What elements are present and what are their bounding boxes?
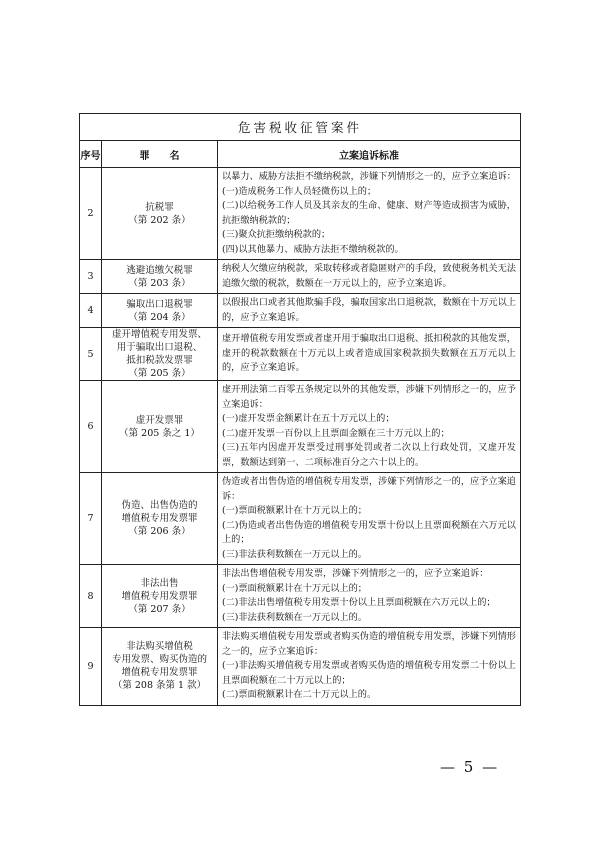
crime-name-line: 用于骗取出口退税、 <box>116 342 203 353</box>
crime-name-cell <box>102 168 218 260</box>
row-number: 4 <box>80 294 102 328</box>
table-row <box>80 294 521 328</box>
table-row <box>80 565 521 628</box>
crime-name-line: （第 206 条） <box>128 526 191 537</box>
standard-line: (三)非法获利数额在一万元以上的。 <box>222 548 367 560</box>
standard-cell <box>218 260 521 294</box>
table-title: 危害税收征管案件 <box>80 114 521 141</box>
standard-cell <box>218 328 521 381</box>
crime-name-line: 虚开发票罪 <box>135 414 184 426</box>
crime-name-line: （第 208 条第 1 款） <box>112 680 207 692</box>
crime-name-line: 非法出售 <box>140 577 179 589</box>
crime-name-cell <box>102 328 218 381</box>
standard-line: (二)票面税额累计在二十万元以上的。 <box>222 689 377 700</box>
crime-name-cell <box>102 628 218 706</box>
standard-line: 以假报出口或者其他欺骗手段，骗取国家出口退税款，数额在十万元以上的，应予立案追诉。 <box>222 297 516 323</box>
crime-name-line: （第 205 条） <box>128 368 191 379</box>
standard-cell <box>218 628 521 706</box>
crime-name-line: 抗税罪 <box>145 201 174 213</box>
crime-name-line: 非法购买增值税 <box>126 641 193 653</box>
table-row <box>80 328 521 381</box>
crime-name-line: 虚开增值税专用发票、 <box>111 329 207 340</box>
standard-line: (三)聚众抗拒缴纳税款的； <box>222 229 331 240</box>
header-name: 罪 名 <box>102 141 218 168</box>
page-number: — 5 — <box>440 758 500 776</box>
table-row <box>80 260 521 294</box>
standard-line: (二)虚开发票一百份以上且票面金额在三十万元以上的； <box>222 427 450 439</box>
row-number: 7 <box>80 473 102 565</box>
row-number: 8 <box>80 565 102 628</box>
crime-name-line: 增值税专用发票罪 <box>121 590 198 602</box>
standard-line: (一)非法购买增值税专用发票或者购买伪造的增值税专用发票二十份以上且票面税额在二十万元以上的； <box>222 660 516 686</box>
standard-line: 非法购买增值税专用发票或者购买伪造的增值税专用发票，涉嫌下列情形之一的，应予立案追诉： <box>222 631 516 657</box>
standard-line: (三)五年内因虚开发票受过刑事处罚或者二次以上行政处罚，又虚开发票，数额达到第一、二项标准百分之六十以上的。 <box>222 442 516 468</box>
case-table-container <box>79 113 521 706</box>
crime-name-line: 骗取出口退税罪 <box>126 298 193 310</box>
standard-line: 虚开增值税专用发票或者虚开用于骗取出口退税、抵扣税款的其他发票，虚开的税款数额在十万元以上或者造成国家税款损失数额在五万元以上的，应予立案追诉。 <box>222 333 516 374</box>
standard-line: 以暴力、威胁方法拒不缴纳税款，涉嫌下列情形之一的，应予立案追诉： <box>222 171 516 182</box>
crime-name-line: （第 204 条） <box>128 311 191 323</box>
table-row <box>80 473 521 565</box>
crime-name-line: （第 207 条） <box>128 603 191 615</box>
header-num: 序号 <box>80 141 102 168</box>
table-row <box>80 168 521 260</box>
standard-line: (一)虚开发票金额累计在五十万元以上的； <box>222 413 395 424</box>
standard-line: (三)非法获利数额在一万元以上的。 <box>222 611 367 623</box>
table-row <box>80 381 521 473</box>
standard-cell <box>218 168 521 260</box>
standard-cell <box>218 473 521 565</box>
crime-name-cell <box>102 260 218 294</box>
crime-name-line: 伪造、出售伪造的 <box>121 500 198 511</box>
standard-line: (二)以给税务工作人员及其亲友的生命、健康、财产等造成损害为威胁，抗拒缴纳税款的； <box>222 200 516 226</box>
crime-name-line: （第 203 条） <box>128 277 191 289</box>
standard-line: (二)非法出售增值税专用发票十份以上且票面税额在六万元以上的； <box>222 597 496 608</box>
standard-line: (一)票面税额累计在十万元以上的； <box>222 505 367 516</box>
crime-name-line: 增值税专用发票罪 <box>121 667 198 679</box>
case-table <box>79 113 521 706</box>
crime-name-cell <box>102 381 218 473</box>
standard-line: (二)伪造或者出售伪造的增值税专用发票十份以上且票面税额在六万元以上的； <box>222 519 516 545</box>
standard-line: 伪造或者出售伪造的增值税专用发票，涉嫌下列情形之一的，应予立案追诉： <box>222 476 516 502</box>
row-number: 3 <box>80 260 102 294</box>
crime-name-line: 抵扣税款发票罪 <box>126 355 193 366</box>
standard-cell <box>218 565 521 628</box>
crime-name-line: 逃避追缴欠税罪 <box>126 264 193 276</box>
standard-line: (一)造成税务工作人员轻微伤以上的； <box>222 185 377 197</box>
standard-line: 纳税人欠缴应纳税款，采取转移或者隐匿财产的手段，致使税务机关无法追缴欠缴的税款，数额在一万元以上的，应予立案追诉。 <box>222 263 516 289</box>
standard-line: (四)以其他暴力、威胁方法拒不缴纳税款的。 <box>222 243 404 255</box>
row-number: 5 <box>80 328 102 381</box>
standard-line: 非法出售增值税专用发票，涉嫌下列情形之一的，应予立案追诉： <box>222 568 489 579</box>
standard-line: 虚开刑法第二百零五条规定以外的其他发票，涉嫌下列情形之一的，应予立案追诉： <box>222 384 516 410</box>
row-number: 2 <box>80 168 102 260</box>
crime-name-line: 专用发票、购买伪造的 <box>111 654 207 666</box>
crime-name-line: （第 202 条） <box>128 214 191 226</box>
crime-name-line: （第 205 条之 1） <box>119 427 200 439</box>
row-number: 9 <box>80 628 102 706</box>
standard-line: (一)票面税额累计在十万元以上的； <box>222 582 367 594</box>
crime-name-cell <box>102 473 218 565</box>
crime-name-cell <box>102 294 218 328</box>
crime-name-line: 增值税专用发票罪 <box>121 513 198 524</box>
header-standard: 立案追诉标准 <box>218 141 521 168</box>
table-row <box>80 628 521 706</box>
row-number: 6 <box>80 381 102 473</box>
standard-cell <box>218 381 521 473</box>
crime-name-cell <box>102 565 218 628</box>
standard-cell <box>218 294 521 328</box>
